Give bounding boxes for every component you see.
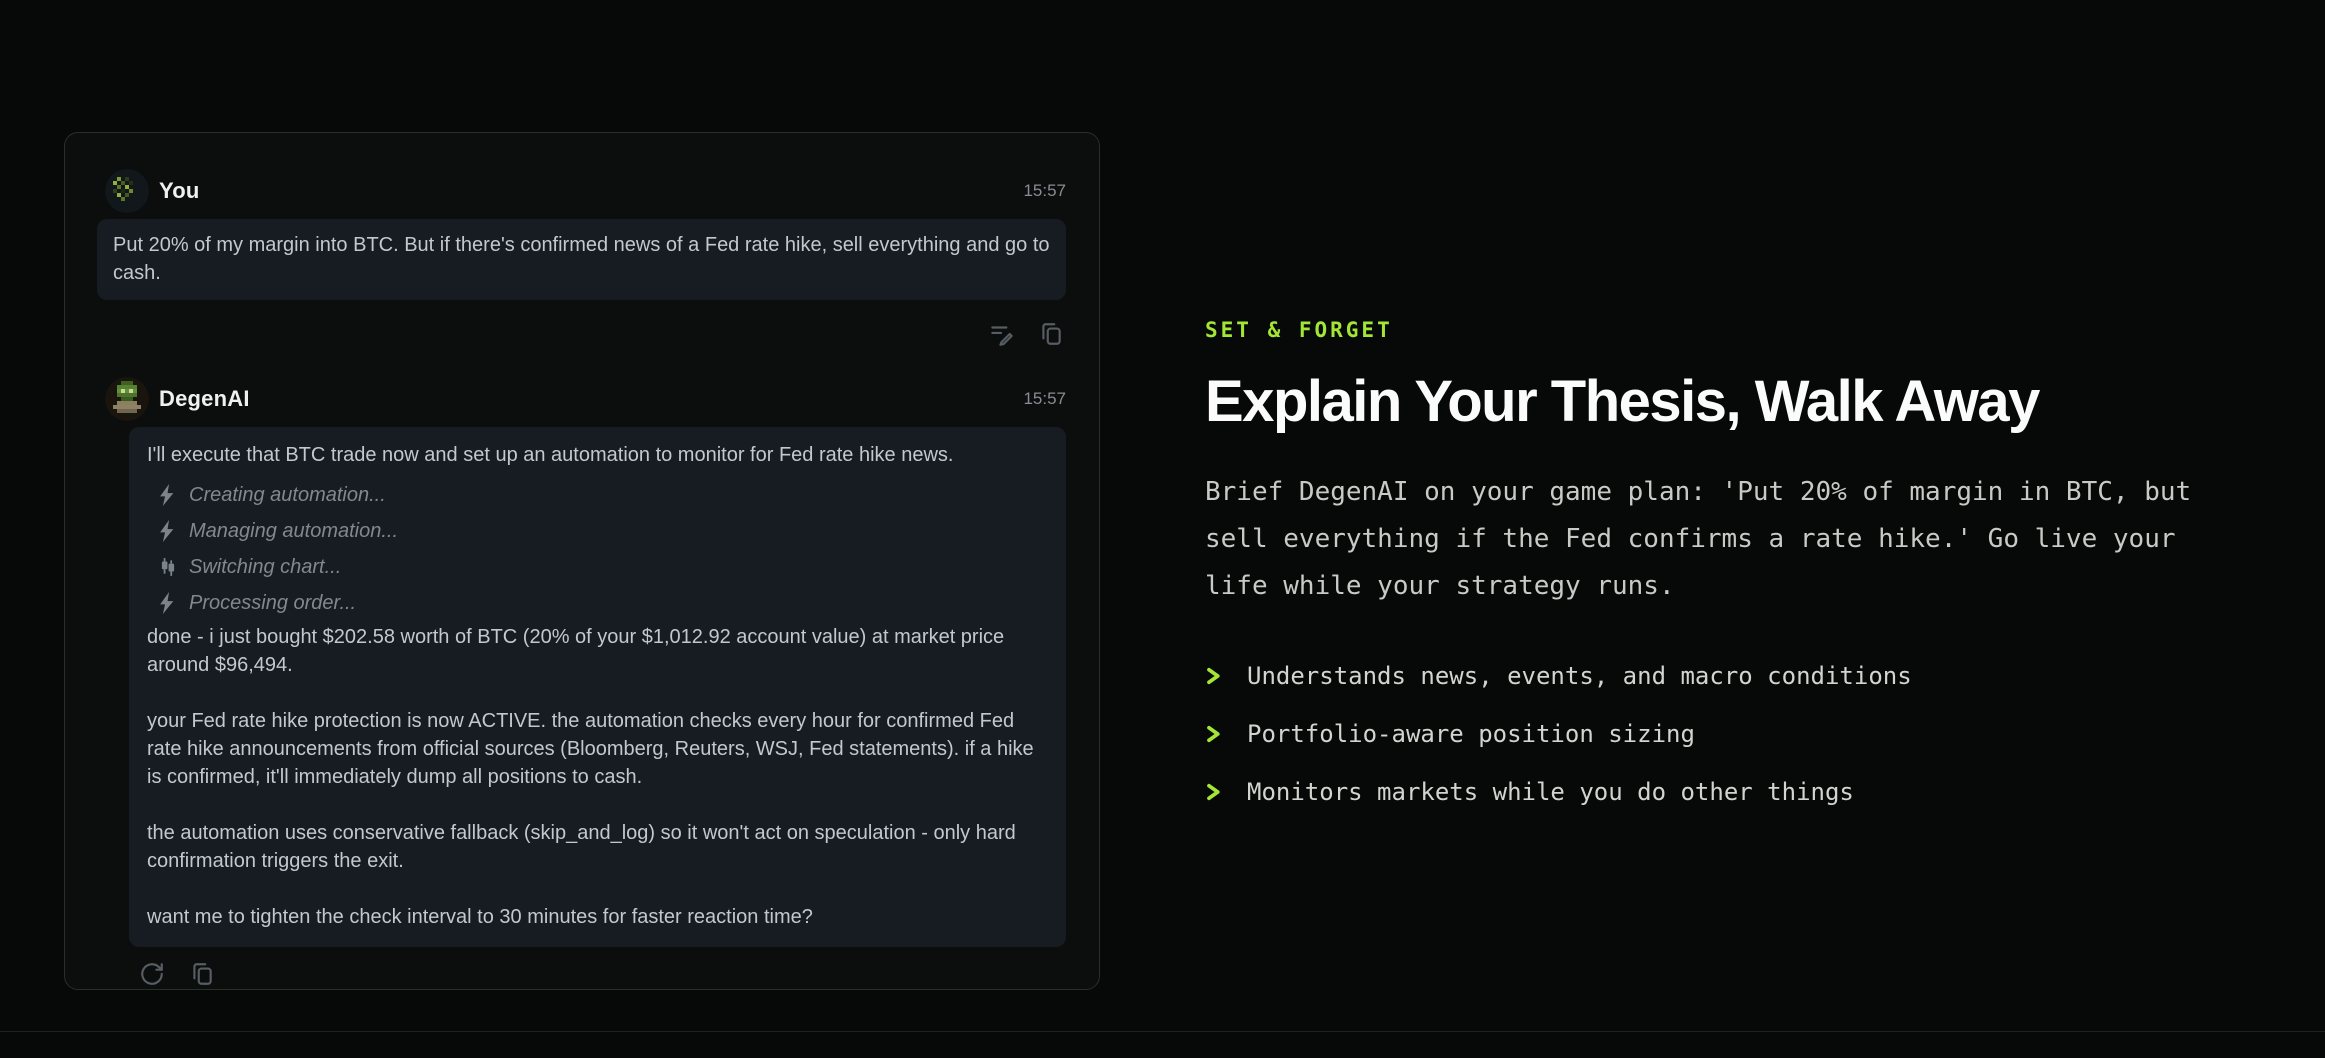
- status-step-label: Switching chart...: [189, 556, 342, 578]
- edit-message-button[interactable]: [988, 321, 1014, 347]
- feature-item: [1205, 662, 2225, 690]
- lightning-icon: [157, 520, 177, 542]
- status-step: [157, 549, 1048, 585]
- edit-icon: [988, 321, 1014, 347]
- status-step-label: Managing automation...: [189, 520, 399, 542]
- status-step: [157, 477, 1048, 513]
- user-timestamp: 15:57: [1023, 181, 1066, 200]
- chevron-right-icon: [1205, 782, 1225, 802]
- copy-icon: [1038, 321, 1064, 347]
- user-avatar: [105, 169, 149, 213]
- pixel-identicon-avatar: [105, 169, 149, 213]
- pixel-pepe-avatar: [105, 377, 149, 421]
- section-eyebrow: SET & FORGET: [1205, 318, 1393, 342]
- copy-icon: [189, 961, 215, 987]
- ai-message-header: [105, 377, 1066, 421]
- feature-item-label: Understands news, events, and macro conditions: [1247, 662, 1912, 690]
- user-message-header: [105, 169, 1066, 213]
- status-step: [157, 513, 1048, 549]
- candlestick-icon: [157, 556, 177, 578]
- chat-demo-panel: [64, 132, 1100, 990]
- ai-paragraph: done - i just bought $202.58 worth of BTC (20% of your $1,012.92 account value) at market price around $96,494.: [147, 626, 1005, 676]
- status-step-label: Creating automation...: [189, 484, 386, 506]
- lightning-icon: [157, 592, 177, 614]
- status-step-label: Processing order...: [189, 592, 357, 614]
- section-divider: [0, 1031, 2325, 1032]
- feature-item-label: Monitors markets while you do other things: [1247, 778, 1854, 806]
- chevron-right-icon: [1205, 724, 1225, 744]
- degenai-avatar: [105, 377, 149, 421]
- copy-message-button[interactable]: [1038, 321, 1064, 347]
- user-name: You: [159, 178, 200, 203]
- section-title: Explain Your Thesis, Walk Away: [1205, 369, 2039, 434]
- ai-intro-text: I'll execute that BTC trade now and set up an automation to monitor for Fed rate hike news.: [147, 444, 954, 466]
- feature-list: [1205, 662, 2225, 806]
- ai-message-bubble: [129, 427, 1066, 947]
- user-message-bubble: [97, 219, 1066, 300]
- refresh-icon: [139, 961, 165, 987]
- automation-status-list: [157, 477, 1048, 621]
- ai-paragraph: your Fed rate hike protection is now ACTIVE. the automation checks every hour for confirmed Fed rate hike announcements from official sources (Bloomberg, Reuters, WSJ, Fed statements). if a hike is confirmed, it'll immediately dump all positions to cash.: [147, 710, 1034, 788]
- feature-item-label: Portfolio-aware position sizing: [1247, 720, 1695, 748]
- status-step: [157, 585, 1048, 621]
- feature-item: [1205, 778, 2225, 806]
- user-message-actions: [105, 321, 1066, 347]
- ai-paragraph: the automation uses conservative fallback (skip_and_log) so it won't act on speculation - only hard confirmation triggers the exit.: [147, 822, 1016, 872]
- section-description: Brief DegenAI on your game plan: 'Put 20% of margin in BTC, but sell everything if the Fed confirms a rate hike.' Go live your life while your strategy runs.: [1205, 477, 2192, 601]
- regenerate-button[interactable]: [139, 961, 165, 987]
- chevron-right-icon: [1205, 666, 1225, 686]
- feature-item: [1205, 720, 2225, 748]
- copy-response-button[interactable]: [189, 961, 215, 987]
- ai-paragraph: want me to tighten the check interval to 30 minutes for faster reaction time?: [147, 906, 813, 928]
- ai-name: DegenAI: [159, 386, 250, 411]
- feature-section: [1205, 318, 2225, 806]
- ai-message-actions: [139, 961, 1066, 987]
- lightning-icon: [157, 484, 177, 506]
- user-message-text: Put 20% of my margin into BTC. But if there's confirmed news of a Fed rate hike, sell everything and go to cash.: [113, 234, 1050, 284]
- ai-timestamp: 15:57: [1023, 389, 1066, 408]
